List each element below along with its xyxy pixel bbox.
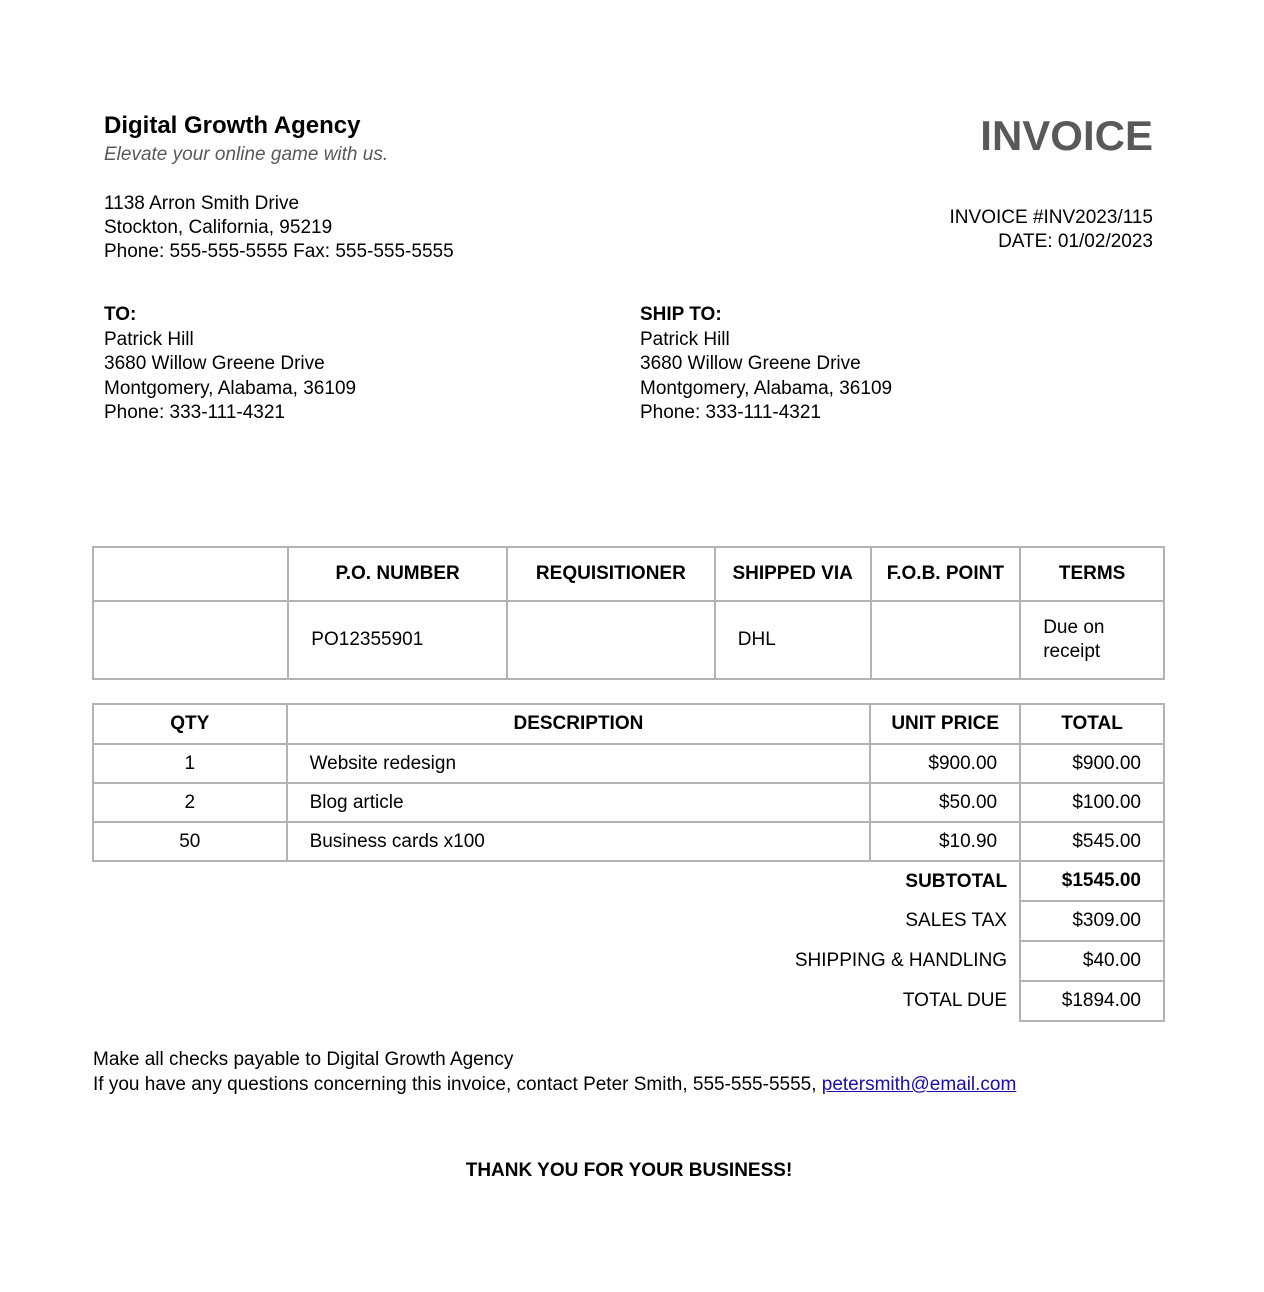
sender-address-line1: 1138 Arron Smith Drive [104,193,300,214]
subtotal-value: $1545.00 [1020,861,1164,901]
ship-to-name: Patrick Hill [640,328,730,350]
bill-to-block [104,303,356,426]
header-requisitioner: REQUISITIONER [507,547,715,601]
item-unit-price: $900.00 [870,744,1020,783]
shipping-handling-value: $40.00 [1020,941,1164,981]
invoice-meta [950,206,1153,254]
shipping-value-blank [93,601,288,679]
sales-tax-value: $309.00 [1020,901,1164,941]
item-description: Website redesign [287,744,871,783]
fob-point-value [871,601,1021,679]
header-description: DESCRIPTION [287,704,871,744]
shipping-value-row [93,601,1164,679]
ship-to-block [640,303,892,426]
bill-to-city: Montgomery, Alabama, 36109 [104,377,357,399]
shipping-header-row [93,547,1164,601]
invoice-date: DATE: 01/02/2023 [998,231,1153,252]
checks-payable-note: Make all checks payable to Digital Growth Agency [93,1049,514,1070]
company-tagline: Elevate your online game with us. [104,144,389,165]
requisitioner-value [507,601,715,679]
item-total: $900.00 [1020,744,1164,783]
total-due-value: $1894.00 [1020,981,1164,1021]
table-row [93,783,1164,822]
item-description: Business cards x100 [287,822,871,861]
header-unit-price: UNIT PRICE [870,704,1020,744]
bill-to-phone: Phone: 333-111-4321 [104,402,286,423]
item-unit-price: $10.90 [870,822,1020,861]
shipping-handling-row [93,941,1164,981]
header-total: TOTAL [1020,704,1164,744]
item-qty: 1 [93,744,287,783]
contact-email-link[interactable]: petersmith@email.com [821,1074,1017,1095]
ship-to-heading: SHIP TO: [640,304,722,325]
total-due-row [93,981,1164,1021]
thank-you-message: THANK YOU FOR YOUR BUSINESS! [465,1160,793,1181]
po-number-value: PO12355901 [288,601,507,679]
items-header-row [93,704,1164,744]
header-qty: QTY [93,704,287,744]
sales-tax-row [93,901,1164,941]
total-due-label: TOTAL DUE [287,981,1021,1021]
item-unit-price: $50.00 [870,783,1020,822]
sender-address [104,192,454,264]
ship-to-city: Montgomery, Alabama, 36109 [640,377,893,399]
questions-note-text: If you have any questions concerning this invoice, contact Peter Smith, 555-555-5555, [93,1074,822,1095]
invoice-title: INVOICE [980,112,1153,159]
sales-tax-label: SALES TAX [287,901,1021,941]
shipping-info-table [92,546,1165,680]
invoice-number: INVOICE #INV2023/115 [949,207,1153,228]
bill-to-name: Patrick Hill [104,328,194,350]
shipping-handling-label: SHIPPING & HANDLING [287,941,1021,981]
table-row [93,822,1164,861]
header-fob-point: F.O.B. POINT [871,547,1021,601]
item-qty: 2 [93,783,287,822]
bill-to-heading: TO: [104,304,137,325]
shipping-header-blank [93,547,288,601]
table-row [93,744,1164,783]
footer-notes [93,1047,1016,1097]
subtotal-row [93,861,1164,901]
sender-address-line2: Stockton, California, 95219 [104,217,333,238]
header-po-number: P.O. NUMBER [288,547,507,601]
item-qty: 50 [93,822,287,861]
ship-to-phone: Phone: 333-111-4321 [640,402,822,423]
line-items-table [92,703,1165,1022]
item-description: Blog article [287,783,871,822]
company-name: Digital Growth Agency [104,112,361,139]
subtotal-label: SUBTOTAL [287,861,1021,901]
item-total: $545.00 [1020,822,1164,861]
header-shipped-via: SHIPPED VIA [715,547,871,601]
header-terms: TERMS [1020,547,1164,601]
sender-phone-fax: Phone: 555-555-5555 Fax: 555-555-5555 [104,241,454,262]
questions-note [93,1072,1016,1097]
shipped-via-value: DHL [715,601,871,679]
terms-value: Due on receipt [1020,601,1164,679]
item-total: $100.00 [1020,783,1164,822]
ship-to-street: 3680 Willow Greene Drive [640,353,861,374]
bill-to-street: 3680 Willow Greene Drive [104,353,325,374]
